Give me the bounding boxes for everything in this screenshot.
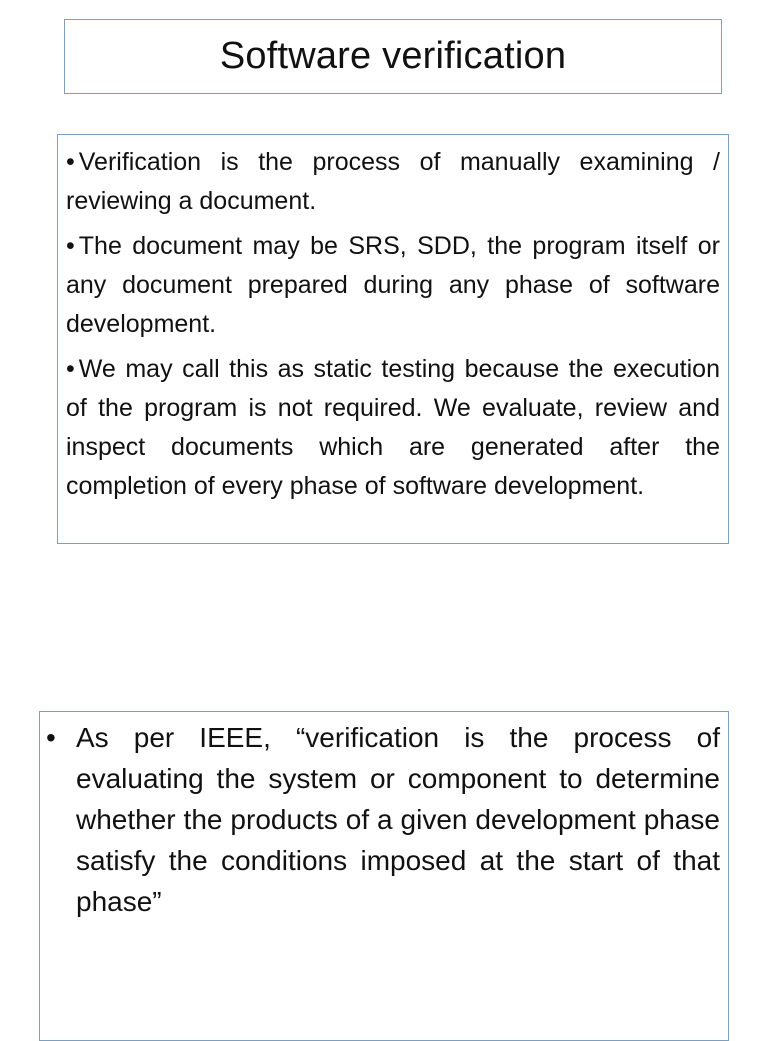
point-paragraph <box>66 143 720 221</box>
point-text: The document may be SRS, SDD, the program itself or any document prepared during any phase of software development. <box>66 232 720 338</box>
point-text: We may call this as static testing because the execution of the program is not required. We evaluate, review and inspect documents which are generated after the completion of every phase of software development. <box>66 355 720 500</box>
bullet-icon: • <box>66 355 75 383</box>
point-text: Verification is the process of manually examining / reviewing a document. <box>66 148 720 215</box>
point-paragraph <box>66 350 720 506</box>
ieee-definition-box <box>39 711 729 1041</box>
point-paragraph <box>66 227 720 344</box>
definition-text: As per IEEE, “verification is the process of evaluating the system or component to determine whether the products of a given development phase satisfy the conditions imposed at the start of that phase” <box>76 722 720 917</box>
slide-title-box <box>64 19 722 94</box>
bullet-icon: • <box>66 232 75 260</box>
bullet-icon: • <box>46 722 56 753</box>
slide-title: Software verification <box>219 35 567 77</box>
bullet-icon: • <box>66 148 75 176</box>
definition-item <box>46 717 720 922</box>
verification-points-box <box>57 134 729 544</box>
